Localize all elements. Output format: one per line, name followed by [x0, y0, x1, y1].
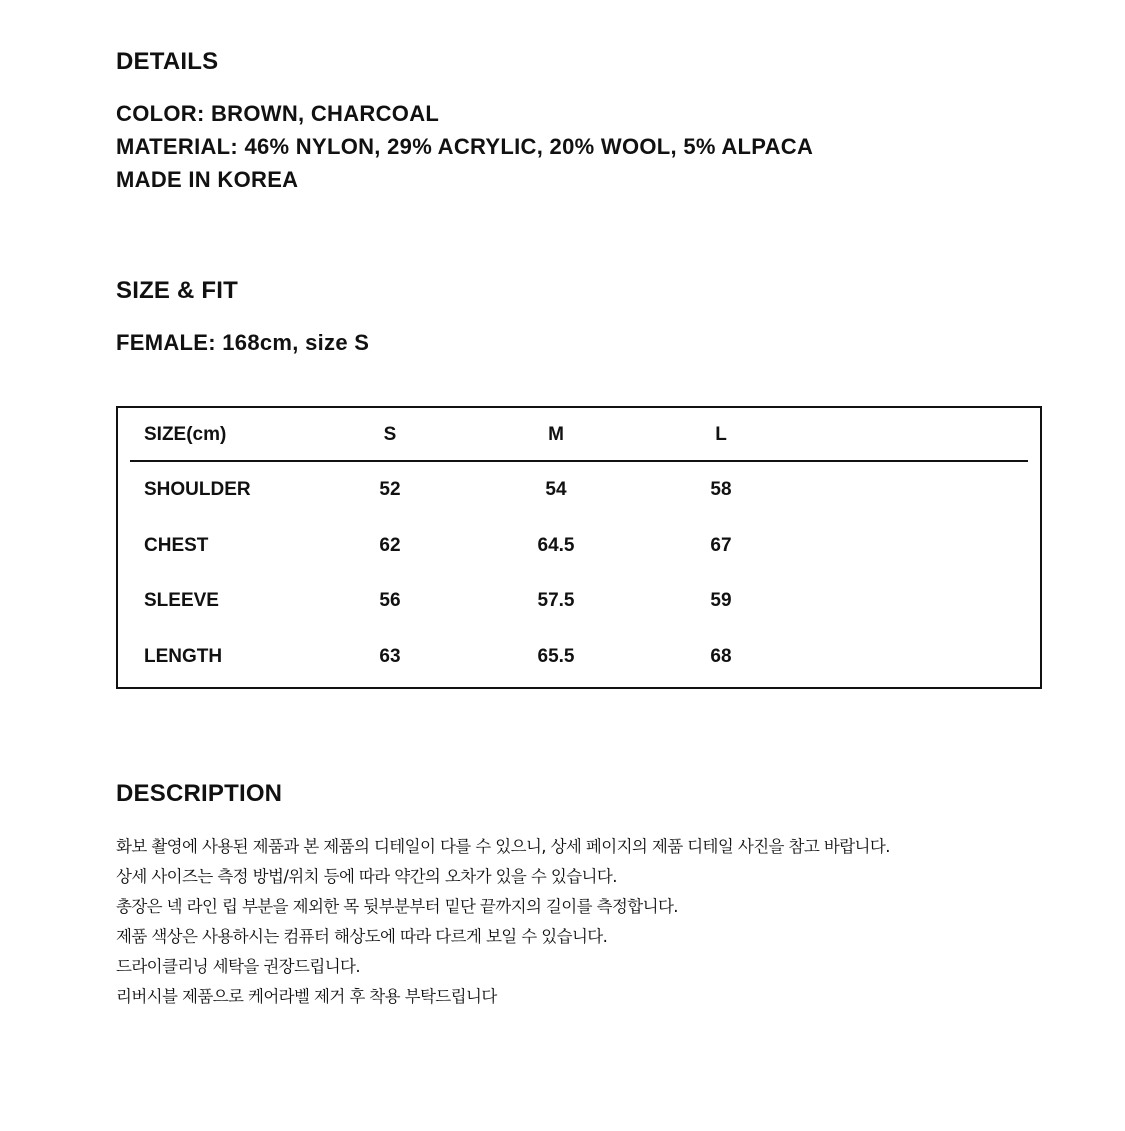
table-cell: 65.5: [537, 646, 575, 667]
table-cell: 64.5: [537, 535, 575, 556]
table-cell: 54: [545, 479, 567, 500]
origin-line: MADE IN KOREA: [116, 167, 299, 192]
description-line: 화보 촬영에 사용된 제품과 본 제품의 디테일이 다를 수 있으니, 상세 페이지의 제품 디테일 사진을 참고 바랍니다.: [116, 837, 890, 856]
header-divider: [130, 460, 1028, 462]
table-header-cell: S: [383, 424, 397, 445]
table-cell: 57.5: [537, 590, 575, 611]
row-label: SLEEVE: [144, 590, 219, 611]
table-cell: 56: [379, 590, 401, 611]
table-cell: 52: [379, 479, 401, 500]
table-cell: 59: [710, 590, 732, 611]
table-cell: 63: [379, 646, 401, 667]
table-cell: 62: [379, 535, 401, 556]
details-heading: DETAILS: [116, 48, 219, 75]
description-heading: DESCRIPTION: [116, 780, 283, 807]
table-cell: 67: [710, 535, 732, 556]
table-header-cell: SIZE(cm): [144, 424, 227, 445]
description-line: 상세 사이즈는 측정 방법/위치 등에 따라 약간의 오차가 있을 수 있습니다.: [116, 867, 617, 886]
row-label: LENGTH: [144, 646, 223, 667]
description-line: 리버시블 제품으로 케어라벨 제거 후 착용 부탁드립니다: [116, 987, 497, 1006]
size-fit-heading: SIZE & FIT: [116, 277, 238, 304]
description-line: 제품 색상은 사용하시는 컴퓨터 해상도에 따라 다르게 보일 수 있습니다.: [116, 927, 608, 946]
material-line: MATERIAL: 46% NYLON, 29% ACRYLIC, 20% WOOL, 5% ALPACA: [116, 134, 814, 159]
size-table: [116, 406, 1042, 689]
table-cell: 68: [710, 646, 732, 667]
description-line: 총장은 넥 라인 립 부분을 제외한 목 뒷부분부터 밑단 끝까지의 길이를 측정합니다.: [116, 897, 678, 916]
color-line: COLOR: BROWN, CHARCOAL: [116, 101, 440, 126]
table-header-cell: M: [548, 424, 564, 445]
row-label: CHEST: [144, 535, 209, 556]
model-info: FEMALE: 168cm, size S: [116, 330, 370, 355]
description-line: 드라이클리닝 세탁을 권장드립니다.: [116, 957, 361, 976]
table-header-cell: L: [715, 424, 727, 445]
table-cell: 58: [710, 479, 732, 500]
row-label: SHOULDER: [144, 479, 251, 500]
